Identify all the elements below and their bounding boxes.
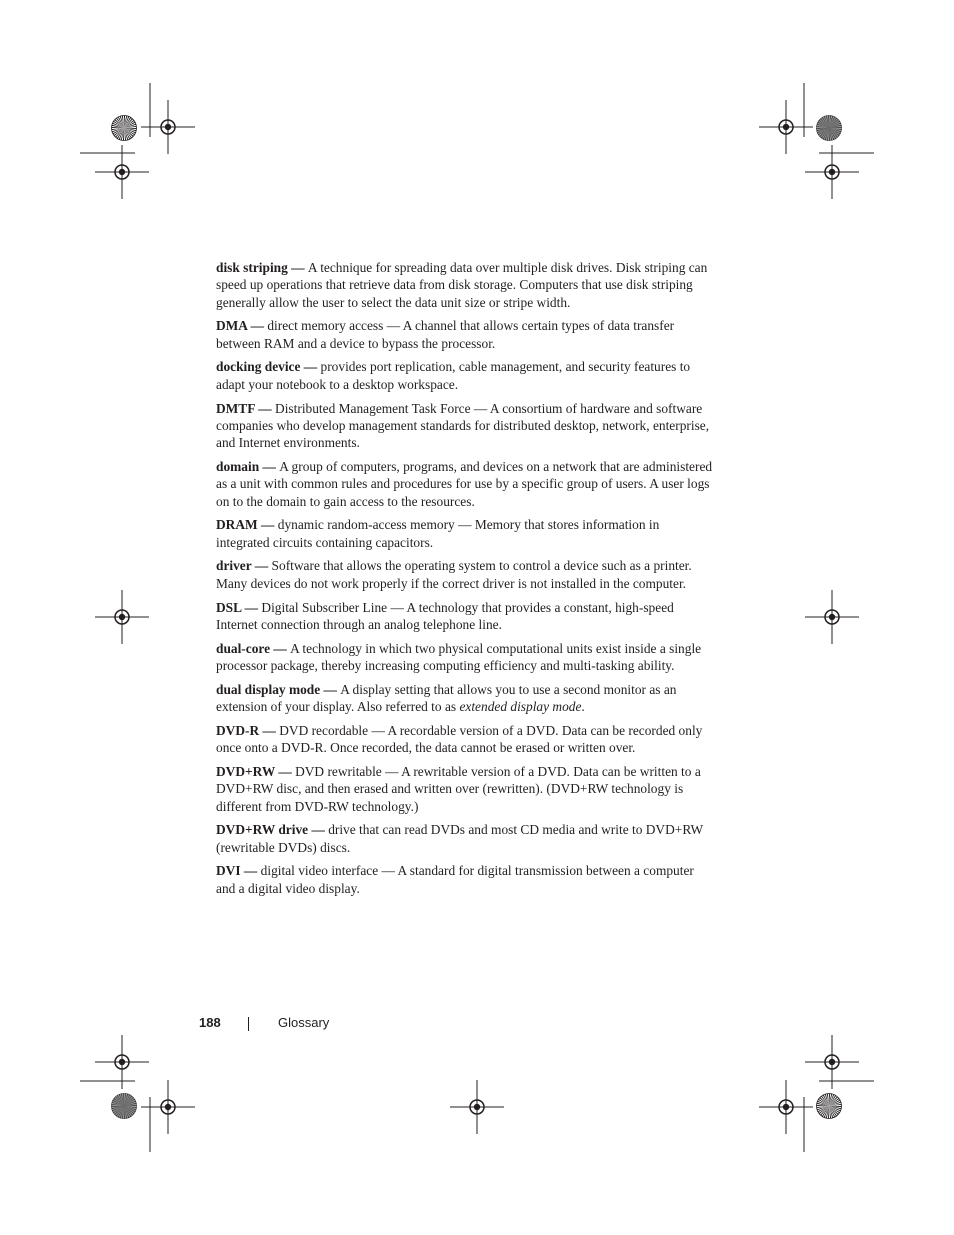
glossary-entry: DRAM — dynamic random-access memory — Memory that stores information in integrated circuits containing capacitors. (216, 517, 660, 550)
registration-dot (119, 1059, 125, 1065)
registration-dot (829, 614, 835, 620)
glossary-term: DVI (216, 863, 241, 879)
glossary-definition: A technology in which two physical computational units exist inside a single processor package, thereby increasing computing efficiency and multi-tasking ability. (216, 640, 702, 673)
glossary-entry: DSL — Digital Subscriber Line — A technology that provides a constant, high-speed Internet connection through an analog telephone line. (216, 599, 674, 632)
glossary-term: domain (216, 458, 260, 474)
glossary-entry: domain — A group of computers, programs, and devices on a network that are administered as a unit with common rules and procedures for use by a specific group of users. A user logs on to the domain to gain access to the resources. (216, 458, 713, 509)
starburst-icon (112, 116, 137, 141)
glossary-entry: driver — Software that allows the operating system to control a device such as a printer. Many devices do not work properly if the correct driver is not installed in the computer. (216, 558, 692, 591)
glossary-definition: Software that allows the operating system to control a device such as a printer. Many devices do not work properly if the correct driver is not installed in the computer. (216, 558, 692, 591)
registration-dot (829, 1059, 835, 1065)
glossary-term: DVD+RW (216, 763, 275, 779)
registration-dot (829, 169, 835, 175)
registration-dot (119, 169, 125, 175)
glossary-entry: DVI — digital video interface — A standard for digital transmission between a computer and a digital video display. (216, 863, 694, 896)
registration-dot (119, 614, 125, 620)
registration-dot (783, 124, 789, 130)
glossary-definition: direct memory access — A channel that allows certain types of data transfer between RAM and a device to bypass the processor. (216, 318, 675, 351)
glossary-definition: Distributed Management Task Force — A consortium of hardware and software companies who develop management standards for distributed desktop, network, enterprise, and Internet environments. (216, 400, 710, 451)
registration-dot (165, 1104, 171, 1110)
section-name: Glossary (278, 1015, 330, 1030)
glossary-entry: dual-core — A technology in which two physical computational units exist inside a single processor package, thereby increasing computing efficiency and multi-tasking ability. (216, 640, 702, 673)
glossary-definition: provides port replication, cable management, and security features to adapt your notebook to a desktop workspace. (216, 359, 691, 392)
glossary-term: DMTF (216, 400, 255, 416)
glossary-entry: DVD-R — DVD recordable — A recordable version of a DVD. Data can be recorded only once onto a DVD-R. Once recorded, the data cannot be erased or written over. (216, 722, 703, 756)
glossary-term: DVD-R (216, 722, 260, 738)
glossary-term: DRAM (216, 517, 258, 533)
glossary-body (216, 259, 716, 904)
footer-divider (248, 1017, 249, 1031)
glossary-definition: drive that can read DVDs and most CD media and write to DVD+RW (rewritable DVDs) discs. (216, 822, 703, 855)
glossary-entry: DMTF — Distributed Management Task Force — A consortium of hardware and software companies who develop management standards for distributed desktop, network, enterprise, and Internet environments. (216, 400, 710, 451)
registration-dot (783, 1104, 789, 1110)
glossary-definition: DVD recordable — A recordable version of a DVD. Data can be recorded only once onto a DVD-R. Once recorded, the data cannot be erased or written over. (216, 722, 703, 756)
glossary-definition: DVD rewritable — A rewritable version of a DVD. Data can be written to a DVD+RW disc, and then erased and written over (rewritten). (DVD+RW technology is different from DVD-RW technology.) (216, 763, 701, 814)
glossary-term: DVD+RW drive (216, 822, 309, 838)
glossary-definition: dynamic random-access memory — Memory that stores information in integrated circuits containing capacitors. (216, 517, 660, 550)
glossary-term: docking device (216, 359, 301, 375)
glossary-term: dual-core (216, 640, 271, 656)
starburst-icon (817, 116, 842, 141)
glossary-definition: A technique for spreading data over multiple disk drives. Disk striping can speed up operations that retrieve data from disk storage. Computers that use disk striping generally allow the user to select the data unit size or stripe width. (216, 260, 708, 310)
glossary-term: DMA (216, 318, 248, 334)
glossary-entry: DVD+RW — DVD rewritable — A rewritable version of a DVD. Data can be written to a DVD+RW disc, and then erased and written over (rewritten). (DVD+RW technology is different from DVD-RW technology.) (216, 763, 701, 814)
glossary-entry: dual display mode — A display setting that allows you to use a second monitor as an extension of your display. Also referred to as extended display mode. (216, 681, 677, 715)
glossary-definition: Digital Subscriber Line — A technology that provides a constant, high-speed Internet connection through an analog telephone line. (216, 599, 674, 632)
starburst-icon (112, 1094, 137, 1119)
glossary-term: dual display mode (216, 681, 321, 697)
glossary-term: DSL (216, 599, 242, 615)
glossary-entry: docking device — provides port replication, cable management, and security features to adapt your notebook to a desktop workspace. (216, 359, 691, 392)
glossary-entry: disk striping — A technique for spreading data over multiple disk drives. Disk striping can speed up operations that retrieve data from disk storage. Computers that use disk striping generally allow the user to select the data unit size or stripe width. (216, 260, 708, 310)
page-number: 188 (199, 1015, 221, 1030)
registration-dot (165, 124, 171, 130)
glossary-term: disk striping (216, 260, 288, 275)
glossary-definition: A group of computers, programs, and devices on a network that are administered as a unit with common rules and procedures for use by a specific group of users. A user logs on to the domain to gain access to the resources. (216, 458, 713, 509)
glossary-term: driver (216, 558, 252, 574)
glossary-entry: DMA — direct memory access — A channel that allows certain types of data transfer between RAM and a device to bypass the processor. (216, 318, 675, 351)
starburst-icon (817, 1094, 842, 1119)
registration-dot (474, 1104, 480, 1110)
glossary-definition: digital video interface — A standard for digital transmission between a computer and a digital video display. (216, 863, 694, 896)
glossary-definition: . (581, 699, 585, 715)
glossary-entry: DVD+RW drive — drive that can read DVDs and most CD media and write to DVD+RW (rewritable DVDs) discs. (216, 822, 703, 855)
